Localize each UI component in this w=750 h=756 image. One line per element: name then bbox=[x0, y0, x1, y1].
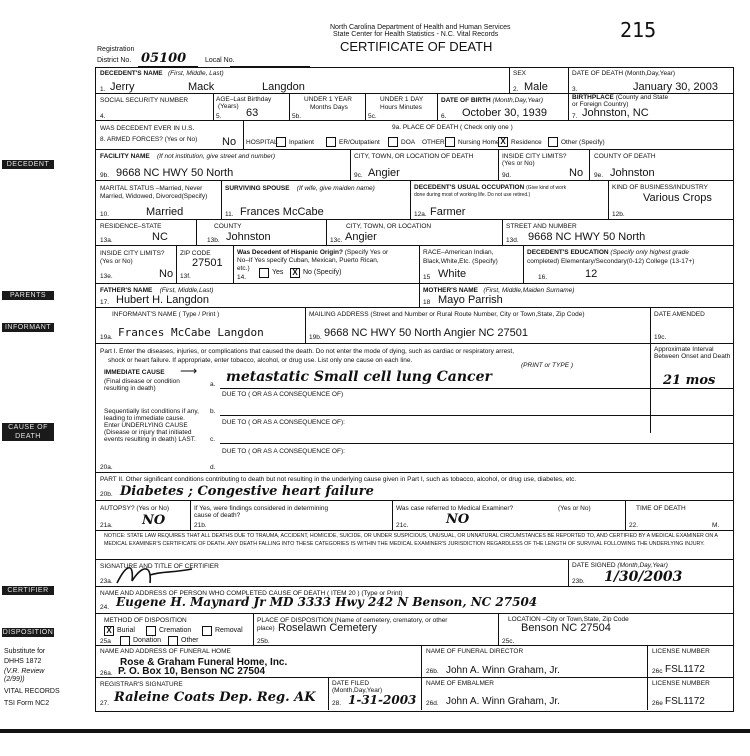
dept-line-2: State Center for Health Statistics - N.C. Vital Records bbox=[333, 31, 499, 38]
director-value: John A. Winn Graham, Jr. bbox=[446, 665, 560, 676]
county-death-value: Johnston bbox=[610, 167, 655, 179]
date-filed-value: 1-31-2003 bbox=[348, 693, 417, 707]
armed-value: No bbox=[222, 136, 237, 148]
district-number: 05100 bbox=[141, 51, 187, 66]
me-value: NO bbox=[446, 512, 470, 527]
street-value: 9668 NC HWY 50 North bbox=[528, 231, 646, 243]
form-title: CERTIFICATE OF DEATH bbox=[340, 39, 493, 54]
autopsy-value: NO bbox=[142, 513, 166, 528]
doa-checkbox[interactable] bbox=[388, 137, 398, 147]
sidebar-decedent: DECEDENT bbox=[2, 160, 54, 169]
funeral-home-name: Rose & Graham Funeral Home, Inc. bbox=[120, 657, 288, 668]
decedent-first: Jerry bbox=[110, 81, 135, 93]
place-disposition-value: Roselawn Cemetery bbox=[278, 622, 378, 634]
scan-edge bbox=[0, 729, 750, 733]
decedent-last: Langdon bbox=[262, 81, 305, 93]
sex-value: Male bbox=[524, 81, 548, 93]
funeral-home-address: P. O. Box 10, Benson NC 27504 bbox=[118, 666, 266, 677]
city-death-value: Angier bbox=[368, 167, 400, 179]
dept-line-1: North Carolina Department of Health and Human Services bbox=[330, 24, 511, 31]
embalmer-value: John A. Winn Graham, Jr. bbox=[446, 696, 560, 707]
license2-value: FSL1172 bbox=[665, 696, 705, 707]
residence-county-value: Johnston bbox=[226, 231, 271, 243]
sidebar-informant: INFORMANT bbox=[2, 323, 54, 332]
notice-text: NOTICE: STATE LAW REQUIRES THAT ALL DEATHS DUE TO TRAUMA, ACCIDENT, HOMICIDE, SUICIDE, OR UNDER SUSPICIOUS, UNUSUAL, OR UNNATURAL CIRCUMSTANCES BE REPORTED TO, AND CERTIFIED BY A MEDICAL EXAMINER ON A MEDICAL EXAMINER'S CERTIFICATE OF DEATH. ANY DEATH FALLING INTO THESE CATEGORIES IS WITHIN THE MEDICAL EXAMINER'S JURISDICTION REGARDLESS OF THE LENGTH OF SURVIVAL FOLLOWING THE UNDERLYING INJURY. bbox=[104, 533, 718, 547]
residence-state-value: NC bbox=[152, 231, 168, 243]
location-value: Benson NC 27504 bbox=[521, 622, 611, 634]
cause-a-value: metastatic Small cell lung Cancer bbox=[226, 369, 492, 385]
sidebar-disposition: DISPOSITION bbox=[2, 629, 54, 636]
certifier-name-value: Eugene H. Maynard Jr MD 3333 Hwy 242 N Benson, NC 27504 bbox=[116, 595, 538, 609]
arrow-right-icon: ⟶ bbox=[180, 364, 198, 378]
inpatient-checkbox[interactable] bbox=[276, 137, 286, 147]
interval-a-value: 21 mos bbox=[663, 373, 716, 388]
sidebar-certifier: CERTIFIER bbox=[2, 586, 54, 595]
marital-value: Married bbox=[146, 206, 184, 218]
mother-value: Mayo Parrish bbox=[438, 294, 503, 306]
spouse-value: Frances McCabe bbox=[240, 206, 324, 218]
burial-checkbox[interactable]: X bbox=[104, 626, 114, 636]
birthplace-value: Johnston, NC bbox=[582, 107, 649, 119]
cert-number: 215 bbox=[620, 18, 657, 42]
inside-city2-value: No bbox=[159, 268, 174, 280]
father-value: Hubert H. Langdon bbox=[116, 294, 209, 306]
hispanic-yes-checkbox[interactable] bbox=[259, 268, 269, 278]
nursing-checkbox[interactable] bbox=[445, 137, 455, 147]
license-value: FSL1172 bbox=[665, 664, 705, 675]
part2-value: Diabetes ; Congestive heart failure bbox=[120, 484, 374, 499]
date-signed-value: 1/30/2003 bbox=[604, 569, 683, 585]
district-label: District No. bbox=[97, 57, 132, 64]
hispanic-no-checkbox[interactable]: X bbox=[290, 268, 300, 278]
business-value: Various Crops bbox=[643, 192, 712, 204]
occupation-value: Farmer bbox=[430, 206, 466, 218]
age-value: 63 bbox=[246, 107, 259, 119]
er-checkbox[interactable] bbox=[326, 137, 336, 147]
informant-name-value: Frances McCabe Langdon bbox=[118, 326, 264, 339]
cremation-checkbox[interactable] bbox=[146, 626, 156, 636]
sidebar-cause: CAUSE OF DEATH bbox=[2, 423, 54, 441]
decedent-middle: Mack bbox=[188, 81, 215, 93]
certifier-signature bbox=[112, 561, 202, 587]
zip-value: 27501 bbox=[192, 257, 223, 269]
removal-checkbox[interactable] bbox=[202, 626, 212, 636]
race-value: White bbox=[438, 268, 467, 280]
dod-value: January 30, 2003 bbox=[633, 81, 719, 93]
informant-address-value: 9668 NC HWY 50 North Angier NC 27501 bbox=[324, 327, 529, 339]
residence-checkbox[interactable]: X bbox=[498, 137, 508, 147]
education-value: 12 bbox=[585, 268, 598, 280]
other-specify-checkbox[interactable] bbox=[548, 137, 558, 147]
residence-city-value: Angier bbox=[345, 231, 377, 243]
registration-label: Registration bbox=[97, 46, 135, 53]
sidebar-parents: PARENTS bbox=[2, 291, 54, 300]
dob-value: October 30, 1939 bbox=[462, 107, 548, 119]
facility-value: 9668 NC HWY 50 North bbox=[116, 167, 234, 179]
local-label: Local No. bbox=[205, 57, 235, 64]
registrar-signature: Raleine Coats Dep. Reg. AK bbox=[114, 690, 316, 705]
inside-city-value: No bbox=[569, 167, 584, 179]
name-label: DECEDENT'S NAME (First, Middle, Last) bbox=[100, 70, 224, 77]
